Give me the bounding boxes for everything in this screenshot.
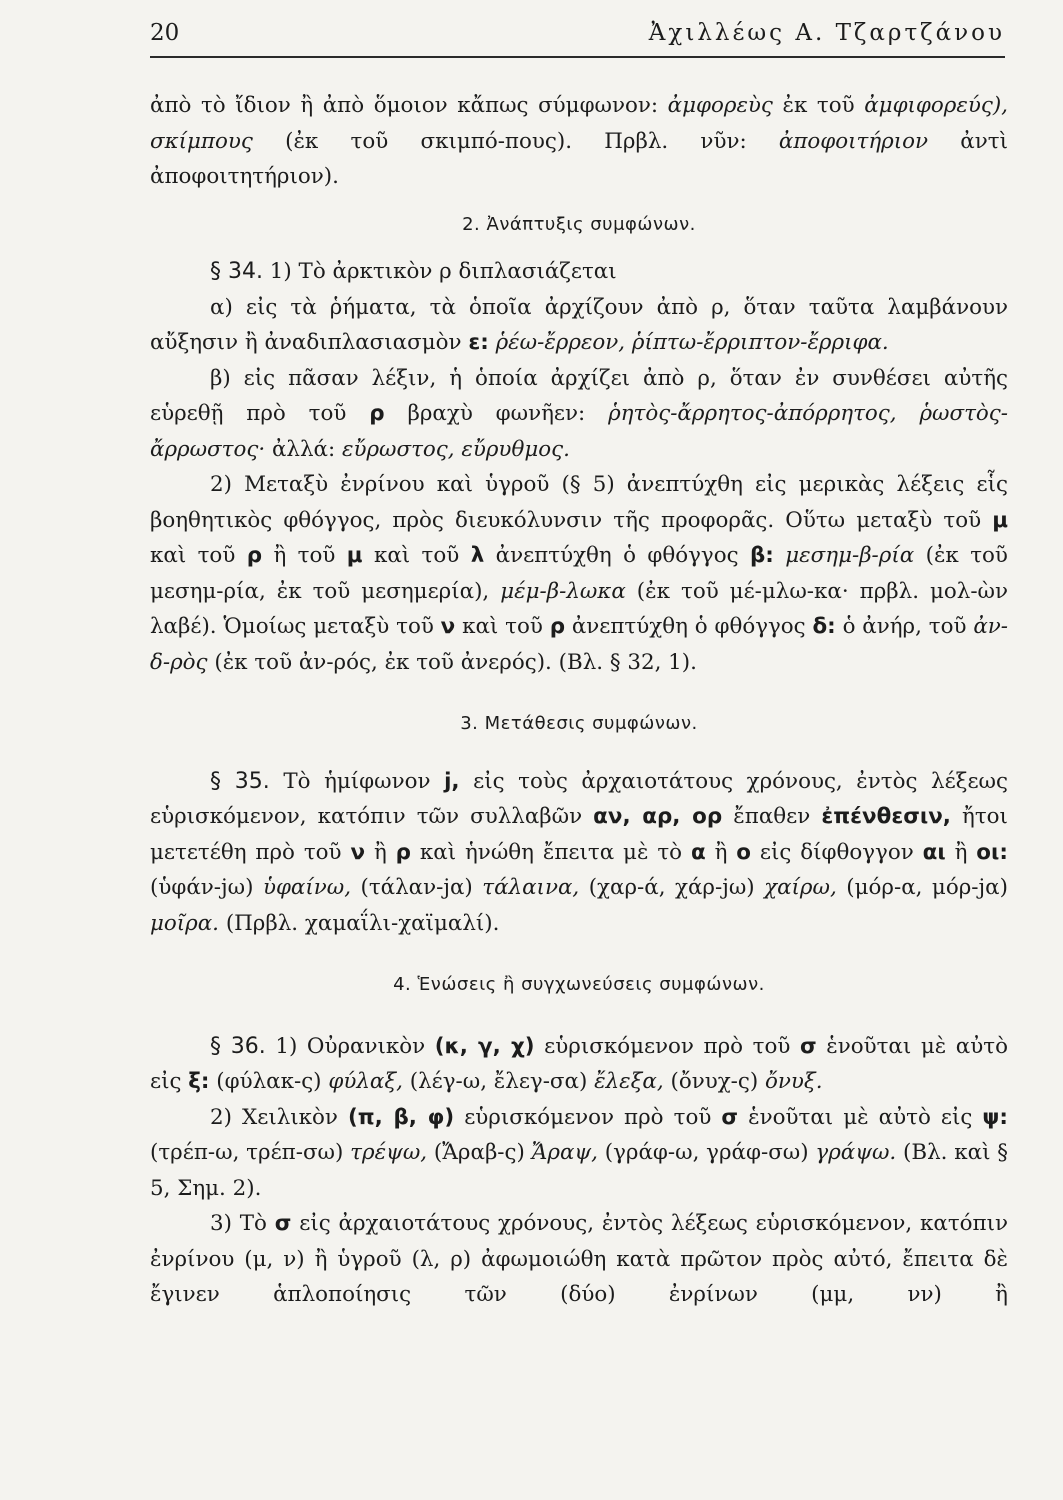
- section-number: § 34.: [210, 259, 263, 284]
- section-number: § 36.: [210, 1033, 266, 1059]
- running-head: Ἀχιλλέως Α. Τζαρτζάνου: [648, 20, 1005, 46]
- heading-enoseis: 4. Ἑνώσεις ἢ συγχωνεύσεις συμφώνων.: [393, 974, 765, 995]
- section-36-3: 3) Τὸ σ εἰς ἀρχαιοτάτους χρόνους, ἐντὸς λέξεως εὑρισκόμενον, κατόπιν ἐνρίνου (μ, ν) ἢ ὑγροῦ (λ, ρ) ἀφωμοιώθη κατὰ πρῶτον πρὸς αὐτό, ἔπειτα δὲ ἔγινεν ἁπλοποίησις τῶν (δύο) ἐνρίνων (μμ, νν) ἢ: [150, 1211, 1008, 1307]
- section-35: § 35. Τὸ ἡμίφωνον j, εἰς τοὺς ἀρχαιοτάτους χρόνους, ἐντὸς λέξεως εὑρισκόμενον, κατόπιν τῶν συλλαβῶν αν, αρ, ορ ἔπαθεν ἐπένθεσιν, ἤτοι μετετέθη πρὸ τοῦ ν ἢ ρ καὶ ἡνώθη ἔπειτα μὲ τὸ α ἢ ο εἰς δίφθογγον αι ἢ οι: (ὑφάν-jω) ὑφαίνω, (τάλαν-jα) τάλαινα, (χαρ-ά, χάρ-jω) χαίρω, (μόρ-α, μόρ-jα) μοῖρα. (Πρβλ. χαμαΐλι-χαϊμαλί).: [150, 768, 1008, 936]
- section-34-b: β) εἰς πᾶσαν λέξιν, ἡ ὁποία ἀρχίζει ἀπὸ ρ, ὅταν ἐν συνθέσει αὐτῆς εὑρεθῇ πρὸ τοῦ ρ βραχὺ φωνῆεν: ῥητὸς-ἄρρητος-ἀπόρρητος, ῥωστὸς-ἄρρωστος· ἀλλά: εὔρωστος, εὔρυθμος.: [150, 365, 1008, 462]
- section-number: § 35.: [210, 768, 270, 794]
- section-36-1: § 36. 1) Οὐρανικὸν (κ, γ, χ) εὑρισκόμενον πρὸ τοῦ σ ἑνοῦται μὲ αὐτὸ εἰς ξ: (φύλακ-ς) φύλαξ, (λέγ-ω, ἔλεγ-σα) ἔλεξα, (ὄνυχ-ς) ὄνυξ.: [150, 1033, 1008, 1094]
- page-body: [150, 88, 1008, 1313]
- section-34-a: α) εἰς τὰ ῥήματα, τὰ ὁποῖα ἀρχίζουν ἀπὸ ρ, ὅταν ταῦτα λαμβάνουν αὔξησιν ἢ ἀναδιπλασιασμὸν ε: ῥέω-ἔρρεον, ῥίπτω-ἔρριπτον-ἔρριφα.: [150, 294, 1008, 355]
- section-34-lead: § 34. 1) Τὸ ἀρκτικὸν ρ διπλασιάζεται: [210, 259, 617, 284]
- heading-metathesis: 3. Μετάθεσις συμφώνων.: [460, 713, 698, 734]
- section-34-2: 2) Μεταξὺ ἐνρίνου καὶ ὑγροῦ (§ 5) ἀνεπτύχθη εἰς μερικὰς λέξεις εἷς βοηθητικὸς φθόγγος, πρὸς διευκόλυνσιν τῆς προφορᾶς. Οὕτω μεταξὺ τοῦ μ καὶ τοῦ ρ ἢ τοῦ μ καὶ τοῦ λ ἀνεπτύχθη ὁ φθόγγος β: μεσημ-β-ρία (ἐκ τοῦ μεσημ-ρία, ἐκ τοῦ μεσημερία), μέμ-β-λωκα (ἐκ τοῦ μέ-μλω-κα· πρβλ. μολ-ὼν λαβέ). Ὁμοίως μεταξὺ τοῦ ν καὶ τοῦ ρ ἀνεπτύχθη ὁ φθόγγος δ: ὁ ἀνήρ, τοῦ ἀν-δ-ρὸς (ἐκ τοῦ ἀν-ρός, ἐκ τοῦ ἀνερός). (Βλ. § 32, 1).: [150, 472, 1008, 675]
- heading-anaptyxis: 2. Ἀνάπτυξις συμφώνων.: [462, 213, 696, 235]
- page-header: [150, 20, 1005, 60]
- page-number: 20: [150, 20, 180, 46]
- intro-paragraph: ἀπὸ τὸ ἴδιον ἢ ἀπὸ ὅμοιον κἄπως σύμφωνον: ἀμφορεὺς ἐκ τοῦ ἀμφιφορεύς), σκίμπους (ἐκ τοῦ σκιμπό-πους). Πρβλ. νῦν: ἀποφοιτήριον ἀντὶ ἀποφοιτητήριον).: [150, 93, 1008, 189]
- header-rule: [150, 56, 1005, 58]
- section-36-2: 2) Χειλικὸν (π, β, φ) εὑρισκόμενον πρὸ τοῦ σ ἑνοῦται μὲ αὐτὸ εἰς ψ: (τρέπ-ω, τρέπ-σω) τρέψω, (Ἄραβ-ς) Ἄραψ, (γράφ-ω, γράφ-σω) γράψω. (Βλ. καὶ § 5, Σημ. 2).: [150, 1104, 1008, 1201]
